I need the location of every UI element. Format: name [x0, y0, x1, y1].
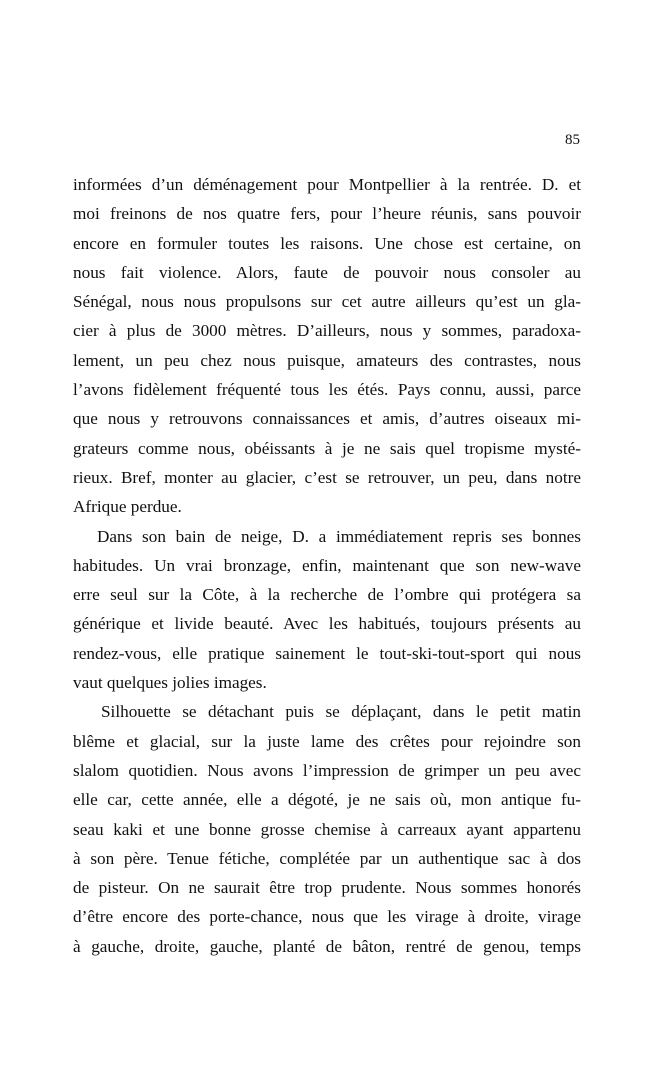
text-line: d’être encore des porte-chance, nous que les virage à droite, virage	[73, 907, 581, 927]
text-line: de pisteur. On ne saurait être trop prudente. Nous sommes honorés	[73, 878, 581, 898]
text-line: Sénégal, nous nous propulsons sur cet autre ailleurs qu’est un gla-	[73, 292, 581, 312]
text-line: vaut quelques jolies images.	[73, 673, 267, 693]
text-line: elle car, cette année, elle a dégoté, je ne sais où, mon antique fu-	[73, 790, 581, 810]
text-line: à gauche, droite, gauche, planté de bâton, rentré de genou, temps	[73, 936, 581, 956]
text-line: habitudes. Un vrai bronzage, enfin, maintenant que son new-wave	[73, 555, 581, 575]
text-line: cier à plus de 3000 mètres. D’ailleurs, nous y sommes, paradoxa-	[73, 321, 581, 341]
page-number: 85	[565, 132, 580, 148]
text-line: à son père. Tenue fétiche, complétée par un authentique sac à dos	[73, 848, 581, 868]
text-line: lement, un peu chez nous puisque, amateurs des contrastes, nous	[73, 350, 581, 370]
text-line: Afrique perdue.	[73, 497, 182, 517]
text-line: erre seul sur la Côte, à la recherche de l’ombre qui protégera sa	[73, 585, 581, 605]
text-line: informées d’un déménagement pour Montpellier à la rentrée. D. et	[73, 175, 581, 194]
text-line: que nous y retrouvons connaissances et amis, d’autres oiseaux mi-	[73, 409, 581, 429]
text-line: générique et livide beauté. Avec les habitués, toujours présents au	[73, 614, 581, 634]
text-line: rieux. Bref, monter au glacier, c’est se retrouver, un peu, dans notre	[73, 467, 581, 487]
text-line: seau kaki et une bonne grosse chemise à carreaux ayant appartenu	[73, 819, 581, 839]
text-line: l’avons fidèlement fréquenté tous les étés. Pays connu, aussi, parce	[73, 380, 581, 400]
text-line: moi freinons de nos quatre fers, pour l’heure réunis, sans pouvoir	[73, 204, 581, 224]
body-text	[73, 170, 581, 961]
text-line: Silhouette se détachant puis se déplaçant, dans le petit matin	[101, 702, 581, 722]
text-line: Dans son bain de neige, D. a immédiatement repris ses bonnes	[97, 526, 581, 546]
text-line: blême et glacial, sur la juste lame des crêtes pour rejoindre son	[73, 731, 581, 751]
text-line: slalom quotidien. Nous avons l’impression de grimper un peu avec	[73, 760, 581, 780]
text-line: encore en formuler toutes les raisons. Une chose est certaine, on	[73, 233, 581, 253]
text-line: nous fait violence. Alors, faute de pouvoir nous consoler au	[73, 262, 581, 282]
text-line: grateurs comme nous, obéissants à je ne sais quel tropisme mysté-	[73, 438, 581, 458]
text-line: rendez-vous, elle pratique sainement le tout-ski-tout-sport qui nous	[73, 643, 581, 663]
